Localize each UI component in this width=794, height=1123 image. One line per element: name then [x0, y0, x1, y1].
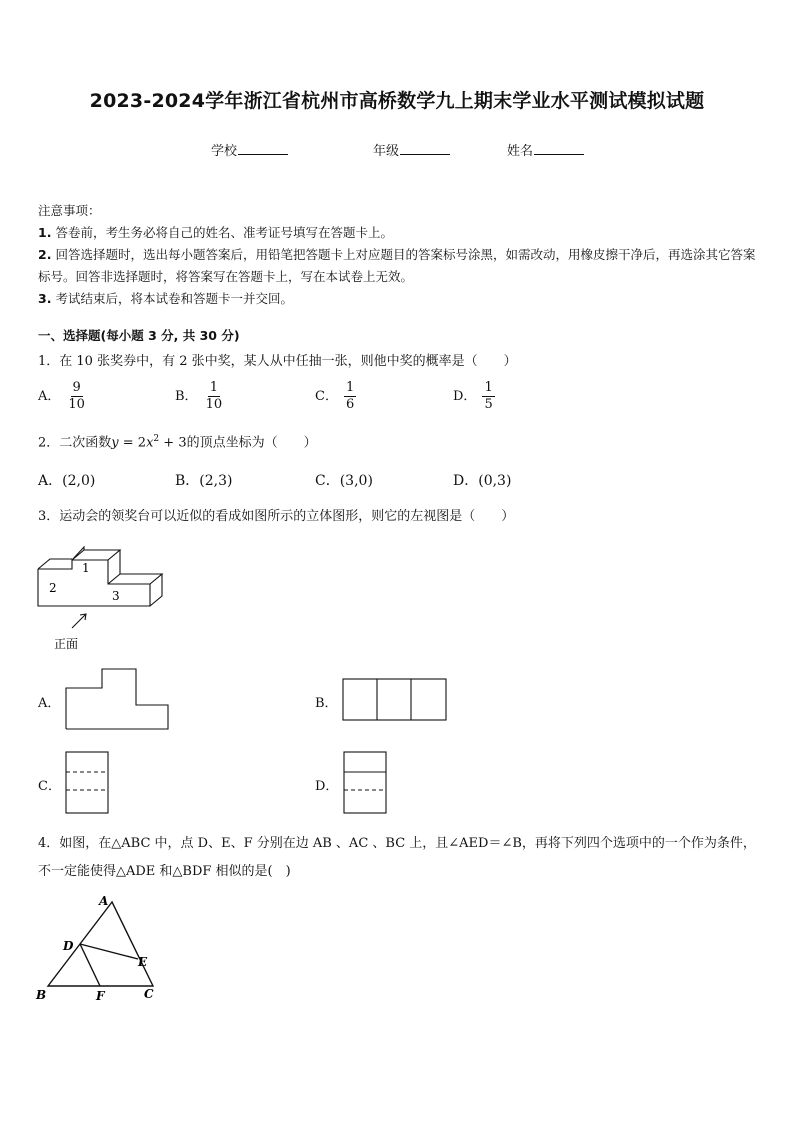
front-label: 正面 [54, 637, 79, 651]
podium-label-3: 3 [112, 589, 120, 603]
grade-label: 年级 [373, 144, 400, 159]
q3-option-c-label[interactable]: C． [38, 779, 61, 794]
q3-option-a-figure[interactable] [64, 667, 174, 733]
fraction: $\frac{1}{6}$ [345, 380, 355, 412]
note-text: 答卷前，考生务必将自己的姓名、准考证号填写在答题卡上。 [55, 225, 393, 240]
note-number: 3. [38, 291, 52, 306]
q3-option-b-figure[interactable] [341, 677, 449, 723]
option-label: B． [175, 389, 198, 404]
q1-option-b[interactable] [175, 380, 224, 413]
q2-stem: 2．二次函数$y = 2x^2 + 3$的顶点坐标为（ ） [38, 434, 317, 451]
q3-option-b-label[interactable]: B． [315, 696, 338, 711]
note-text: 考试结束后，将本试卷和答题卡一并交回。 [55, 291, 293, 306]
note-text: 回答选择题时，选出每小题答案后，用铅笔把答题卡上对应题目的答案标号涂黑，如需改动，用橡皮擦干净后，再选涂其它答案标号。回答非选择题时，将答案写在答题卡上，写在本试卷上无效。 [38, 247, 756, 284]
grade-blank [400, 142, 450, 155]
option-label: C． [315, 389, 338, 404]
q1-stem: 1．在 10 张奖券中，有 2 张中奖，某人从中任抽一张，则他中奖的概率是（ ） [38, 354, 517, 369]
q3-option-d-figure[interactable] [342, 750, 390, 816]
note-number: 1. [38, 225, 52, 240]
page-title: 2023-2024学年浙江省杭州市高桥数学九上期末学业水平测试模拟试题 [89, 90, 705, 112]
point-e: E [138, 955, 148, 969]
school-label: 学校 [211, 144, 238, 159]
option-label: A． [38, 389, 61, 404]
point-b: B [36, 988, 47, 1002]
note-item-1 [38, 222, 758, 244]
q3-stem: 3．运动会的领奖台可以近似的看成如图所示的立体图形，则它的左视图是（ ） [38, 509, 515, 524]
q1-option-a[interactable] [38, 380, 87, 413]
q2-option-a[interactable]: A．(2,0) [38, 473, 96, 489]
note-item-2 [38, 244, 758, 288]
name-label: 姓名 [507, 144, 534, 159]
fraction: $\frac{1}{10}$ [205, 380, 223, 412]
triangle-figure [30, 892, 170, 1007]
podium-figure [30, 532, 170, 662]
q1-option-d[interactable] [453, 380, 495, 413]
q3-option-a-label[interactable]: A． [38, 696, 61, 711]
school-field [211, 140, 288, 159]
point-c: C [144, 987, 154, 1001]
name-blank [534, 142, 584, 155]
q3-option-d-label[interactable]: D． [315, 779, 339, 794]
q1-option-c[interactable] [315, 380, 356, 413]
q3-option-c-figure[interactable] [64, 750, 112, 816]
point-a: A [99, 894, 109, 908]
podium-label-2: 2 [49, 581, 57, 595]
notes-block [38, 200, 758, 310]
option-label: D． [453, 389, 477, 404]
podium-label-1: 1 [82, 561, 90, 575]
grade-field [373, 140, 450, 159]
fraction: $\frac{1}{5}$ [484, 380, 493, 412]
point-f: F [96, 989, 105, 1003]
note-number: 2. [38, 247, 52, 262]
point-d: D [63, 939, 74, 953]
section-heading: 一、选择题(每小题 3 分, 共 30 分) [38, 328, 240, 343]
notes-heading: 注意事项： [38, 203, 101, 218]
q2-option-b[interactable]: B．(2,3) [175, 473, 233, 489]
school-blank [238, 142, 288, 155]
name-field [507, 140, 584, 159]
note-item-3 [38, 288, 758, 310]
q4-stem: 4．如图，在△ABC 中，点 D、E、F 分别在边 AB 、AC 、BC 上，且∠AED＝∠B，再将下列四个选项中的一个作为条件，不一定能使得△ADE 和△BDF 相似的是( ) [38, 836, 756, 879]
fraction: $\frac{9}{10}$ [68, 380, 85, 412]
q2-option-c[interactable]: C．(3,0) [315, 473, 373, 489]
q2-option-d[interactable]: D．(0,3) [453, 473, 512, 489]
